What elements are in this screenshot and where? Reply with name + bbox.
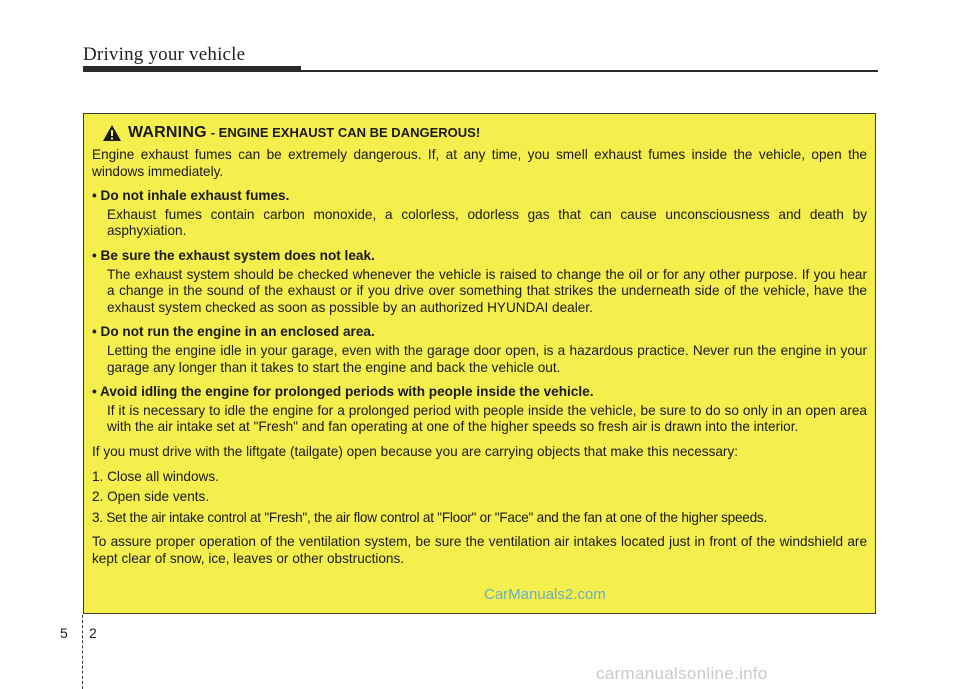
watermark: CarManuals2.com xyxy=(484,586,606,603)
closing-paragraph: To assure proper operation of the ventilation system, be sure the ventilation air intakes located just in front of the windshield are kept clear of snow, ice, leaves or other obstructions. xyxy=(92,534,867,566)
bullet-body: The exhaust system should be checked whenever the vehicle is raised to change the oil or for any other purpose. If you hear a change in the sound of the exhaust or if you drive over something that strikes the underneath side of the vehicle, have the exhaust system checked as soon as possible by an authorized HYUNDAI dealer. xyxy=(107,266,867,315)
warning-heading: WARNING xyxy=(128,124,207,142)
section-title: Driving your vehicle xyxy=(83,44,246,65)
header-rule-thick xyxy=(83,66,301,72)
step-item: 2. Open side vents. xyxy=(92,489,210,505)
warning-box xyxy=(83,113,876,614)
warning-intro: Engine exhaust fumes can be extremely dangerous. If, at any time, you smell exhaust fumes inside the vehicle, open the windows immediately. xyxy=(92,147,867,179)
liftgate-intro: If you must drive with the liftgate (tailgate) open because you are carrying objects that make this necessary: xyxy=(92,443,739,459)
site-footer-link[interactable]: carmanualsonline.info xyxy=(596,664,768,683)
step-item: 3. Set the air intake control at "Fresh", the air flow control at "Floor" or "Face" and the fan at one of the higher speeds. xyxy=(92,509,767,525)
bullet-title: • Do not run the engine in an enclosed area. xyxy=(92,324,375,340)
warning-subheading: - ENGINE EXHAUST CAN BE DANGEROUS! xyxy=(210,125,481,141)
bullet-title: • Be sure the exhaust system does not leak. xyxy=(92,247,375,263)
bullet-title: • Do not inhale exhaust fumes. xyxy=(92,188,290,204)
chapter-number: 5 xyxy=(60,625,68,641)
bullet-body: If it is necessary to idle the engine for a prolonged period with people inside the vehicle, be sure to do so only in an open area with the air intake set at "Fresh" and fan operating at one of the higher speeds so fresh air is drawn into the interior. xyxy=(107,402,867,435)
header-rule-thin xyxy=(300,70,878,72)
bullet-body: Letting the engine idle in your garage, even with the garage door open, is a hazardous practice. Never run the engine in your garage any longer than it takes to start the engine and back the vehicle out. xyxy=(107,342,867,375)
step-item: 1. Close all windows. xyxy=(92,468,219,484)
page-divider xyxy=(82,615,83,689)
warning-triangle-icon xyxy=(102,124,122,142)
bullet-title: • Avoid idling the engine for prolonged periods with people inside the vehicle. xyxy=(92,384,594,400)
bullet-body: Exhaust fumes contain carbon monoxide, a colorless, odorless gas that can cause unconsciousness and death by asphyxiation. xyxy=(107,206,867,239)
page-number: 2 xyxy=(89,625,97,641)
warning-header xyxy=(102,124,867,142)
